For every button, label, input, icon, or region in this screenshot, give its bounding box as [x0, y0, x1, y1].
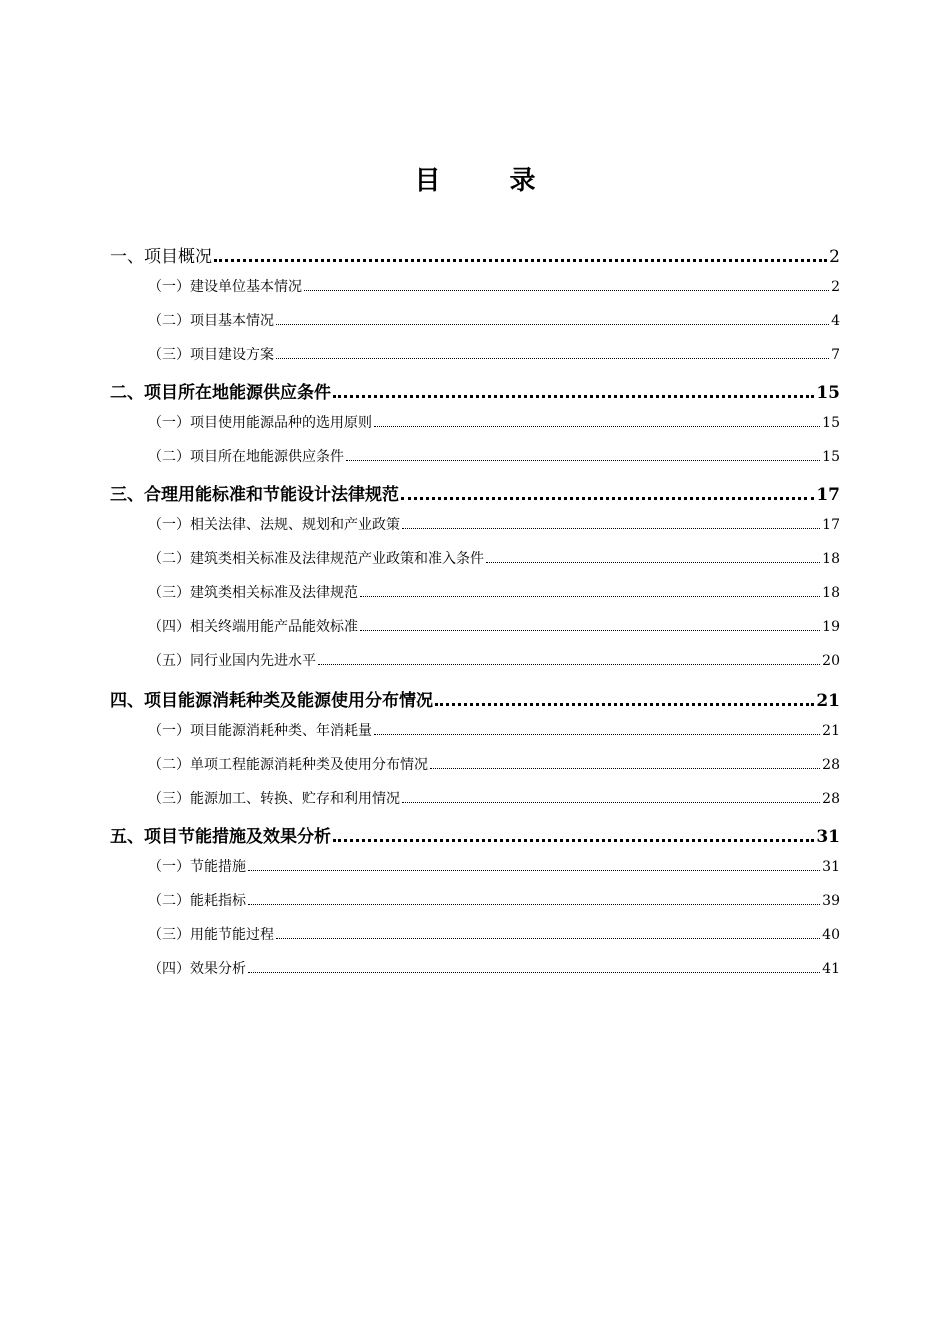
toc-subsection-entry[interactable] — [110, 446, 840, 466]
toc-page-number: 21 — [822, 723, 840, 739]
toc-entry-label: （一）节能措施 — [148, 859, 246, 875]
toc-subsection-entry[interactable] — [110, 514, 840, 534]
toc-entry-label: （一）项目使用能源品种的选用原则 — [148, 415, 372, 431]
toc-subsection-entry[interactable] — [110, 788, 840, 808]
toc-section-entry[interactable] — [110, 686, 840, 711]
toc-page-number: 18 — [822, 585, 840, 601]
page-title: 目 录 — [414, 166, 566, 196]
toc-entry-label: （二）能耗指标 — [148, 893, 246, 909]
toc-entry-label: （四）相关终端用能产品能效标准 — [148, 619, 358, 635]
toc-page-number: 21 — [816, 691, 840, 711]
dot-leader — [402, 802, 820, 803]
dot-leader — [214, 259, 827, 262]
toc-entry-label: （三）能源加工、转换、贮存和利用情况 — [148, 791, 400, 807]
toc-entry-label: （四）效果分析 — [148, 961, 246, 977]
toc-entry-label: （二）项目基本情况 — [148, 313, 274, 329]
toc-entry-label: （二）单项工程能源消耗种类及使用分布情况 — [148, 757, 428, 773]
toc-entry-label: （二）项目所在地能源供应条件 — [148, 449, 344, 465]
dot-leader — [430, 768, 820, 769]
dot-leader — [304, 290, 829, 291]
dot-leader — [333, 395, 814, 398]
toc-entry-label: 四、项目能源消耗种类及能源使用分布情况 — [110, 691, 433, 711]
toc-entry-label: 一、项目概况 — [110, 247, 212, 267]
toc-subsection-entry[interactable] — [110, 754, 840, 774]
toc-subsection-entry[interactable] — [110, 890, 840, 910]
dot-leader — [402, 528, 820, 529]
dot-leader — [318, 664, 820, 665]
toc-page-number: 2 — [831, 279, 840, 295]
dot-leader — [486, 562, 820, 563]
toc-subsection-entry[interactable] — [110, 958, 840, 978]
toc-entry-label: （三）项目建设方案 — [148, 347, 274, 363]
toc-entry-label: （二）建筑类相关标准及法律规范产业政策和准入条件 — [148, 551, 484, 567]
toc-entry-label: 五、项目节能措施及效果分析 — [110, 827, 331, 847]
dot-leader — [248, 870, 820, 871]
dot-leader — [401, 497, 814, 500]
toc-page-number: 19 — [822, 619, 840, 635]
toc-page-number: 31 — [822, 859, 840, 875]
toc-page-number: 15 — [822, 449, 840, 465]
dot-leader — [374, 426, 820, 427]
dot-leader — [360, 596, 820, 597]
dot-leader — [248, 904, 820, 905]
toc-page-number: 7 — [831, 347, 840, 363]
toc-entry-label: （一）相关法律、法规、规划和产业政策 — [148, 517, 400, 533]
toc-page-number: 17 — [822, 517, 840, 533]
toc-subsection-entry[interactable] — [110, 344, 840, 364]
toc-page-number: 18 — [822, 551, 840, 567]
toc-page-number: 15 — [822, 415, 840, 431]
toc-page-number: 4 — [831, 313, 840, 329]
toc-subsection-entry[interactable] — [110, 924, 840, 944]
toc-page-number: 20 — [822, 653, 840, 669]
toc-entry-label: （五）同行业国内先进水平 — [148, 653, 316, 669]
toc-entry-label: 三、合理用能标准和节能设计法律规范 — [110, 485, 399, 505]
toc-page-number: 2 — [829, 247, 840, 267]
dot-leader — [360, 630, 820, 631]
toc-section-entry[interactable] — [110, 822, 840, 847]
toc-page-number: 28 — [822, 791, 840, 807]
toc-page-number: 41 — [822, 961, 840, 977]
toc-subsection-entry[interactable] — [110, 276, 840, 296]
toc-section-entry[interactable] — [110, 242, 840, 267]
dot-leader — [248, 972, 820, 973]
toc-subsection-entry[interactable] — [110, 720, 840, 740]
toc-page-number: 28 — [822, 757, 840, 773]
dot-leader — [276, 358, 829, 359]
toc-entry-label: 二、项目所在地能源供应条件 — [110, 383, 331, 403]
toc-page-number: 17 — [816, 485, 840, 505]
toc-page-number: 31 — [816, 827, 840, 847]
dot-leader — [276, 324, 829, 325]
toc-subsection-entry[interactable] — [110, 310, 840, 330]
toc-entry-label: （一）建设单位基本情况 — [148, 279, 302, 295]
toc-section-entry[interactable] — [110, 480, 840, 505]
toc-subsection-entry[interactable] — [110, 582, 840, 602]
dot-leader — [435, 703, 814, 706]
toc-subsection-entry[interactable] — [110, 616, 840, 636]
toc-subsection-entry[interactable] — [110, 856, 840, 876]
toc-page-number: 39 — [822, 893, 840, 909]
toc-page-number: 15 — [816, 383, 840, 403]
toc-entry-label: （一）项目能源消耗种类、年消耗量 — [148, 723, 372, 739]
toc-subsection-entry[interactable] — [110, 548, 840, 568]
dot-leader — [346, 460, 820, 461]
toc-section-entry[interactable] — [110, 378, 840, 403]
toc-subsection-entry[interactable] — [110, 412, 840, 432]
toc-page-number: 40 — [822, 927, 840, 943]
dot-leader — [276, 938, 820, 939]
toc-entry-label: （三）建筑类相关标准及法律规范 — [148, 585, 358, 601]
dot-leader — [333, 839, 814, 842]
dot-leader — [374, 734, 820, 735]
toc-subsection-entry[interactable] — [110, 650, 840, 670]
toc-entry-label: （三）用能节能过程 — [148, 927, 274, 943]
